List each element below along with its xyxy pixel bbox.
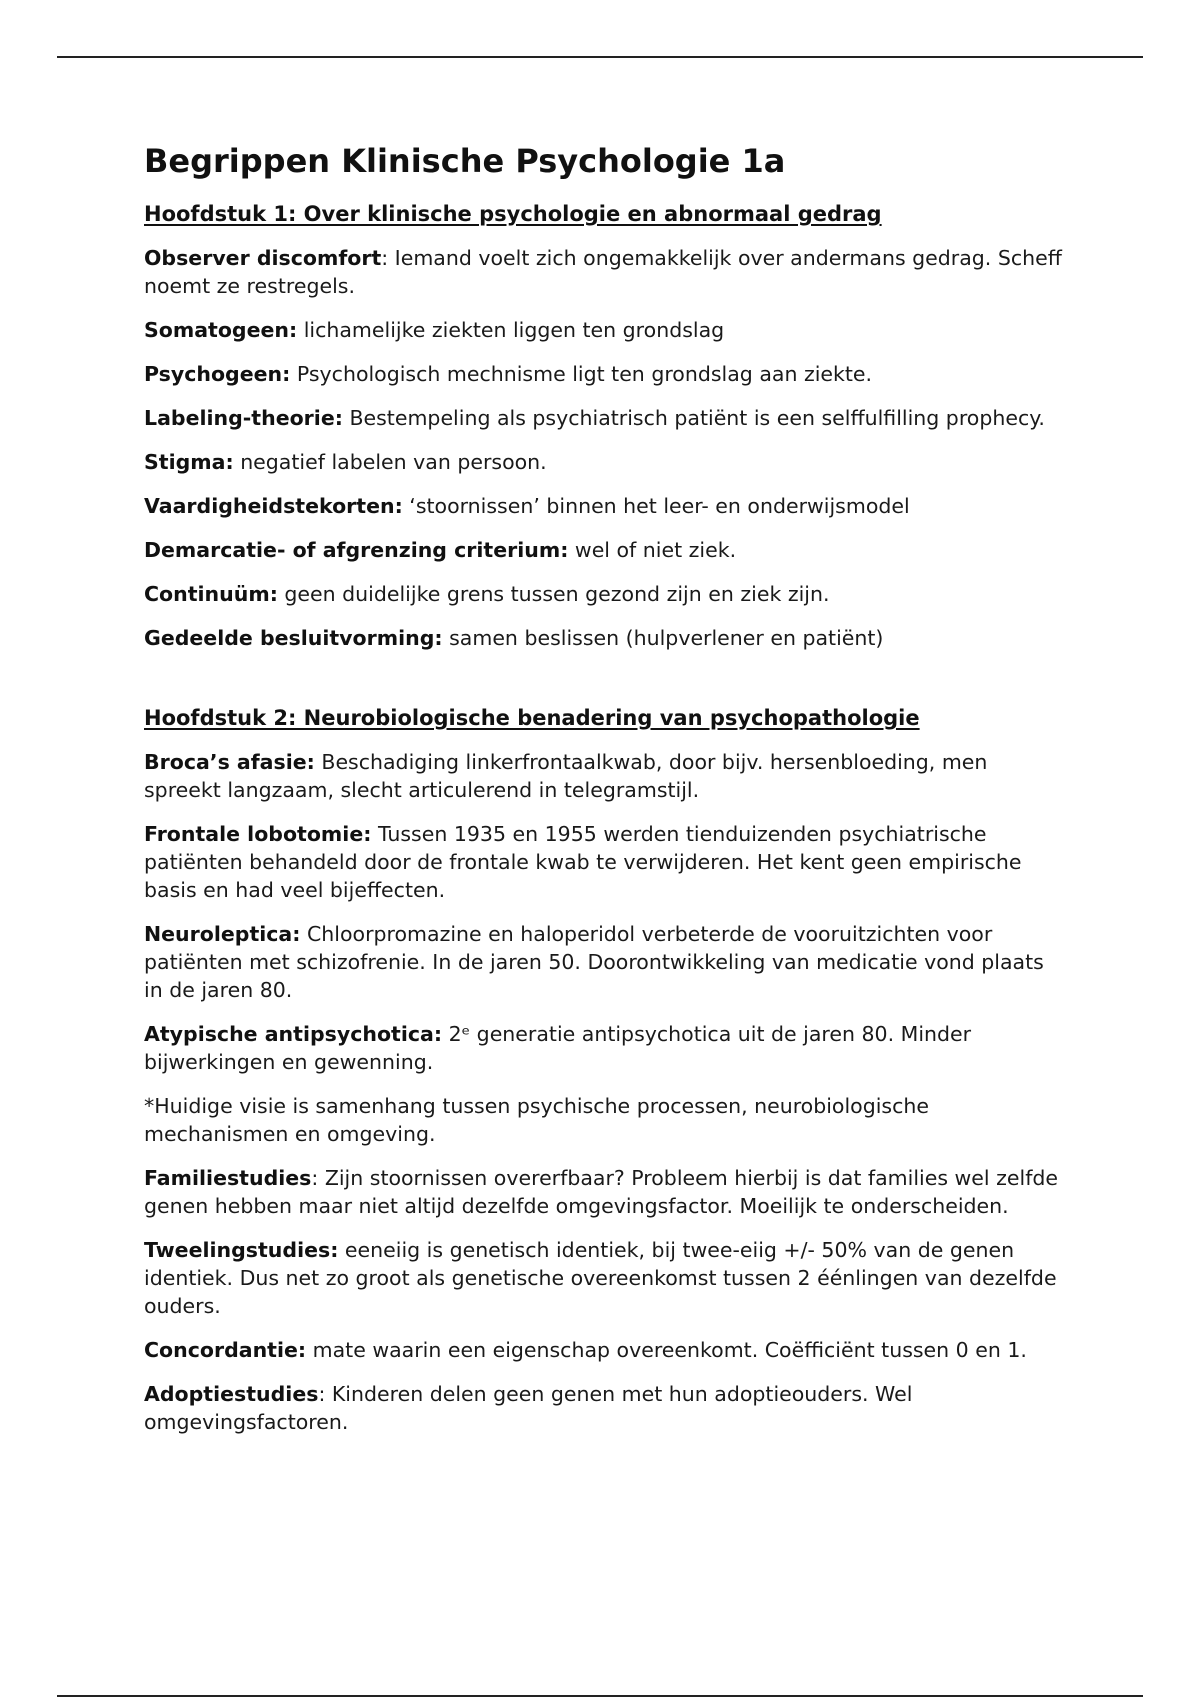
definition-entry bbox=[144, 244, 1064, 300]
chapter-1-section bbox=[144, 200, 1064, 652]
definition-text: Bestempeling als psychiatrisch patiënt is een selffulfilling prophecy. bbox=[342, 406, 1045, 430]
definition-term: Frontale lobotomie: bbox=[144, 822, 372, 846]
definition-term: Labeling-theorie: bbox=[144, 406, 343, 430]
definition-entry bbox=[144, 404, 1064, 432]
definition-entry bbox=[144, 1380, 1064, 1436]
definition-term: Continuüm: bbox=[144, 582, 278, 606]
chapter-2-heading: Hoofdstuk 2: Neurobiologische benadering van psychopathologie bbox=[144, 706, 920, 730]
definition-term: Atypische antipsychotica: bbox=[144, 1022, 443, 1046]
definition-entry bbox=[144, 1236, 1064, 1320]
definition-text: : Iemand voelt zich ongemakkelijk over andermans gedrag. Scheff noemt ze restregels. bbox=[144, 246, 1062, 298]
definition-term: Demarcatie- of afgrenzing criterium: bbox=[144, 538, 569, 562]
definition-entry bbox=[144, 1336, 1064, 1364]
definition-entry bbox=[144, 360, 1064, 388]
chapter-2-section bbox=[144, 704, 1064, 1436]
chapter-1-heading: Hoofdstuk 1: Over klinische psychologie en abnormaal gedrag bbox=[144, 202, 882, 226]
definition-text: lichamelijke ziekten liggen ten grondslag bbox=[297, 318, 725, 342]
definition-term: Observer discomfort bbox=[144, 246, 382, 270]
definition-term: Gedeelde besluitvorming: bbox=[144, 626, 443, 650]
definition-text: wel of niet ziek. bbox=[568, 538, 737, 562]
definition-entry bbox=[144, 448, 1064, 476]
definition-text: ‘stoornissen’ binnen het leer- en onderwijsmodel bbox=[402, 494, 910, 518]
definition-text: : Kinderen delen geen genen met hun adoptieouders. Wel omgevingsfactoren. bbox=[144, 1382, 913, 1434]
definition-entry bbox=[144, 536, 1064, 564]
definition-text: Psychologisch mechnisme ligt ten grondslag aan ziekte. bbox=[290, 362, 873, 386]
definition-entry bbox=[144, 748, 1064, 804]
definition-term: Neuroleptica: bbox=[144, 922, 301, 946]
definition-entry bbox=[144, 316, 1064, 344]
definition-text: samen beslissen (hulpverlener en patiënt) bbox=[442, 626, 884, 650]
note-entry bbox=[144, 1092, 1064, 1148]
document-body bbox=[144, 140, 1064, 1452]
note-text: *Huidige visie is samenhang tussen psychische processen, neurobiologische mechanismen en omgeving. bbox=[144, 1094, 929, 1146]
definition-text: 2ᵉ generatie antipsychotica uit de jaren 80. Minder bijwerkingen en gewenning. bbox=[144, 1022, 972, 1074]
definition-text: mate waarin een eigenschap overeenkomt. Coëfficiënt tussen 0 en 1. bbox=[306, 1338, 1027, 1362]
definition-term: Somatogeen: bbox=[144, 318, 298, 342]
definition-text: : Zijn stoornissen overerfbaar? Probleem hierbij is dat families wel zelfde genen hebben maar niet altijd dezelfde omgevingsfactor. Moeilijk te onderscheiden. bbox=[144, 1166, 1059, 1218]
definition-entry bbox=[144, 580, 1064, 608]
definition-term: Stigma: bbox=[144, 450, 234, 474]
definition-entry bbox=[144, 920, 1064, 1004]
definition-text: eeneiig is genetisch identiek, bij twee-eiig +/- 50% van de genen identiek. Dus net zo groot als genetische overeenkomst tussen 2 éénlingen van dezelfde ouders. bbox=[144, 1238, 1057, 1318]
definition-entry bbox=[144, 624, 1064, 652]
definition-entry bbox=[144, 492, 1064, 520]
bottom-rule bbox=[57, 1695, 1143, 1697]
definition-text: negatief labelen van persoon. bbox=[233, 450, 547, 474]
definition-term: Familiestudies bbox=[144, 1166, 312, 1190]
definition-text: Chloorpromazine en haloperidol verbeterde de vooruitzichten voor patiënten met schizofrenie. In de jaren 50. Doorontwikkeling van medicatie vond plaats in de jaren 80. bbox=[144, 922, 1044, 1002]
definition-text: Beschadiging linkerfrontaalkwab, door bijv. hersenbloeding, men spreekt langzaam, slecht articulerend in telegramstijl. bbox=[144, 750, 988, 802]
definition-entry bbox=[144, 1164, 1064, 1220]
definition-term: Tweelingstudies: bbox=[144, 1238, 339, 1262]
definition-term: Vaardigheidstekorten: bbox=[144, 494, 403, 518]
top-rule bbox=[57, 56, 1143, 58]
definition-term: Adoptiestudies bbox=[144, 1382, 319, 1406]
definition-entry bbox=[144, 1020, 1064, 1076]
definition-term: Psychogeen: bbox=[144, 362, 291, 386]
definition-term: Concordantie: bbox=[144, 1338, 307, 1362]
definition-text: Tussen 1935 en 1955 werden tienduizenden psychiatrische patiënten behandeld door de frontale kwab te verwijderen. Het kent geen empirische basis en had veel bijeffecten. bbox=[144, 822, 1022, 902]
document-title: Begrippen Klinische Psychologie 1a bbox=[144, 142, 786, 180]
definition-text: geen duidelijke grens tussen gezond zijn en ziek zijn. bbox=[277, 582, 830, 606]
definition-entry bbox=[144, 820, 1064, 904]
definition-term: Broca’s afasie: bbox=[144, 750, 315, 774]
